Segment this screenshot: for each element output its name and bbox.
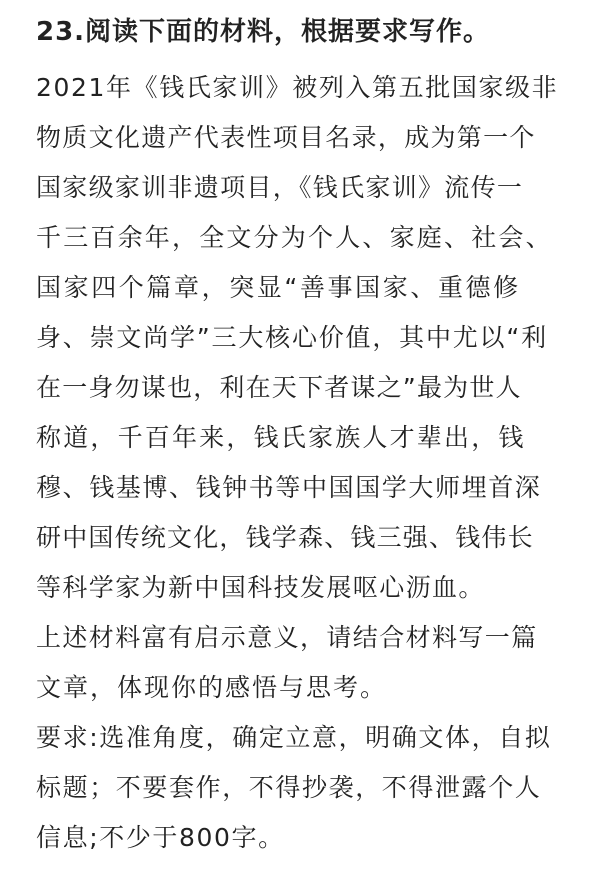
question-title: 23.阅读下面的材料，根据要求写作。 [36,17,491,47]
prompt-line: 上述材料富有启示意义，请结合材料写一篇 [36,623,538,652]
material-line: 等科学家为新中国科技发展呕心沥血。 [36,573,485,602]
requirement-line: 要求:选准角度，确定立意，明确文体，自拟 [36,723,552,752]
material-line: 研中国传统文化，钱学森、钱三强、钱伟长 [36,523,534,552]
material-line: 国家四个篇章，突显“善事国家、重德修 [36,273,521,302]
material-line: 物质文化遗产代表性项目名录，成为第一个 [36,123,536,152]
material-line: 称道，千百年来，钱氏家族人才辈出，钱 [36,423,526,452]
material-line: 穆、钱基博、钱钟书等中国国学大师埋首深 [36,473,542,502]
material-line: 2021年《钱氏家训》被列入第五批国家级非 [36,73,559,102]
requirement-line: 信息;不少于800字。 [36,823,285,852]
material-line: 身、崇文尚学”三大核心价值，其中尤以“利 [36,323,548,352]
material-line: 在一身勿谋也，利在天下者谋之”最为世人 [36,373,522,402]
requirement-line: 标题；不要套作，不得抄袭，不得泄露个人 [36,773,542,802]
material-line: 国家级家训非遗项目，《钱氏家训》流传一 [36,173,524,202]
material-line: 千三百余年，全文分为个人、家庭、社会、 [36,223,553,252]
prompt-line: 文章，体现你的感悟与思考。 [36,673,388,702]
